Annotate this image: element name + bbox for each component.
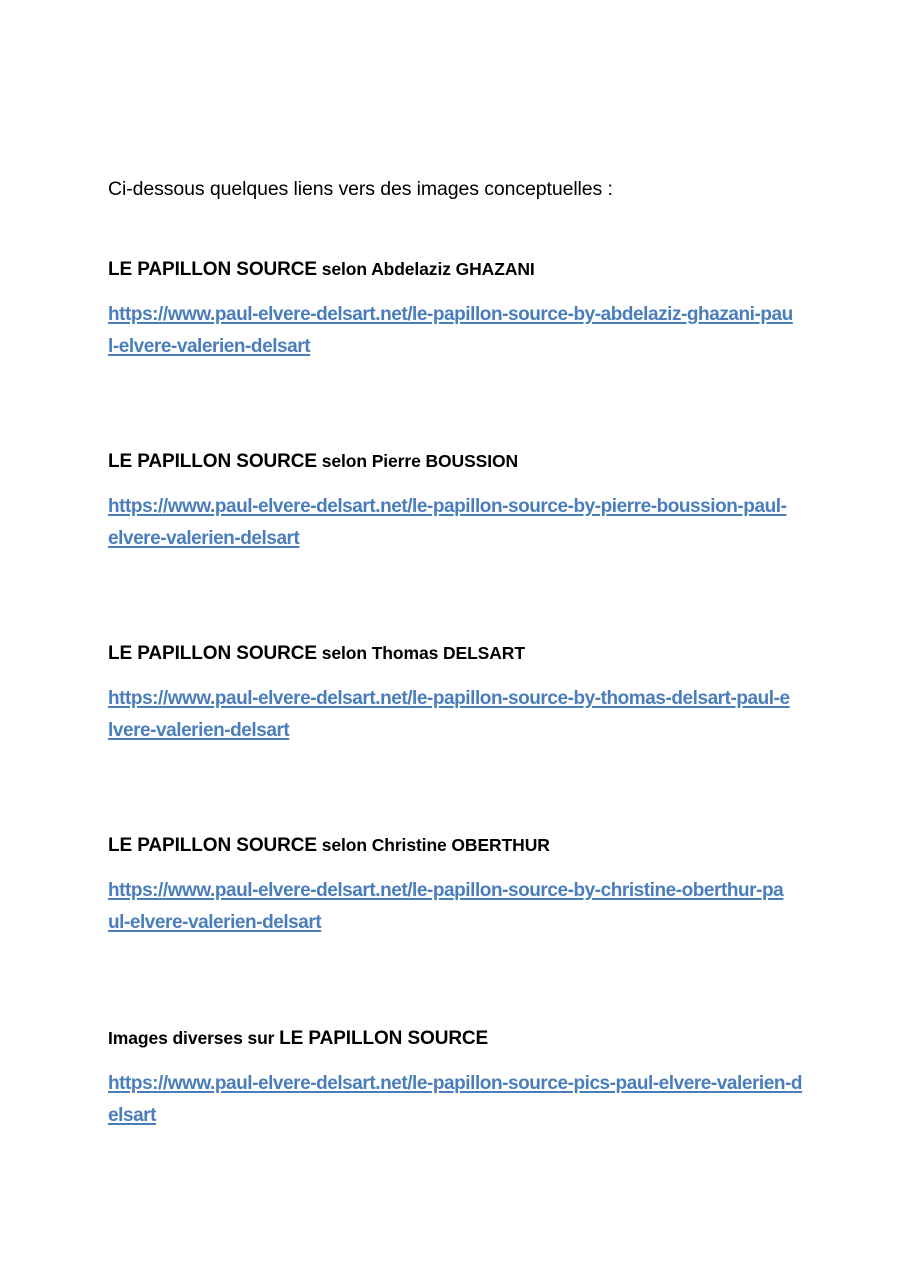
section-heading xyxy=(108,258,808,282)
section-link[interactable]: https://www.paul-elvere-delsart.net/le-papillon-source-pics-paul-elvere-valerien-delsart xyxy=(108,1073,803,1126)
section-oberthur xyxy=(108,834,808,938)
heading-title-caps: LE PAPILLON SOURCE xyxy=(108,451,317,472)
section-link[interactable]: https://www.paul-elvere-delsart.net/le-papillon-source-by-abdelaziz-ghazani-paul-elvere-valerien-delsart xyxy=(108,304,793,357)
heading-title-rest: selon Abdelaziz GHAZANI xyxy=(316,259,535,279)
heading-title-caps: LE PAPILLON SOURCE xyxy=(279,1028,489,1049)
heading-title-rest: selon Thomas DELSART xyxy=(316,643,525,663)
section-link[interactable]: https://www.paul-elvere-delsart.net/le-papillon-source-by-pierre-boussion-paul-elvere-valerien-delsart xyxy=(108,496,787,549)
section-boussion xyxy=(108,450,808,554)
heading-title-caps: LE PAPILLON SOURCE xyxy=(108,835,317,856)
section-link[interactable]: https://www.paul-elvere-delsart.net/le-papillon-source-by-christine-oberthur-paul-elvere-valerien-delsart xyxy=(108,880,784,933)
section-heading xyxy=(108,834,808,858)
heading-title-caps: LE PAPILLON SOURCE xyxy=(108,259,317,280)
section-ghazani xyxy=(108,258,808,362)
section-heading xyxy=(108,1027,808,1051)
section-delsart xyxy=(108,642,808,746)
section-images-diverses xyxy=(108,1027,808,1131)
section-heading xyxy=(108,450,808,474)
heading-title-lead: Images diverses sur xyxy=(108,1028,280,1048)
intro-paragraph: Ci-dessous quelques liens vers des images conceptuelles : xyxy=(108,177,613,200)
heading-title-caps: LE PAPILLON SOURCE xyxy=(108,643,317,664)
heading-title-rest: selon Pierre BOUSSION xyxy=(316,451,519,471)
section-heading xyxy=(108,642,808,666)
section-link[interactable]: https://www.paul-elvere-delsart.net/le-papillon-source-by-thomas-delsart-paul-elvere-valerien-delsart xyxy=(108,688,790,741)
heading-title-rest: selon Christine OBERTHUR xyxy=(316,835,550,855)
